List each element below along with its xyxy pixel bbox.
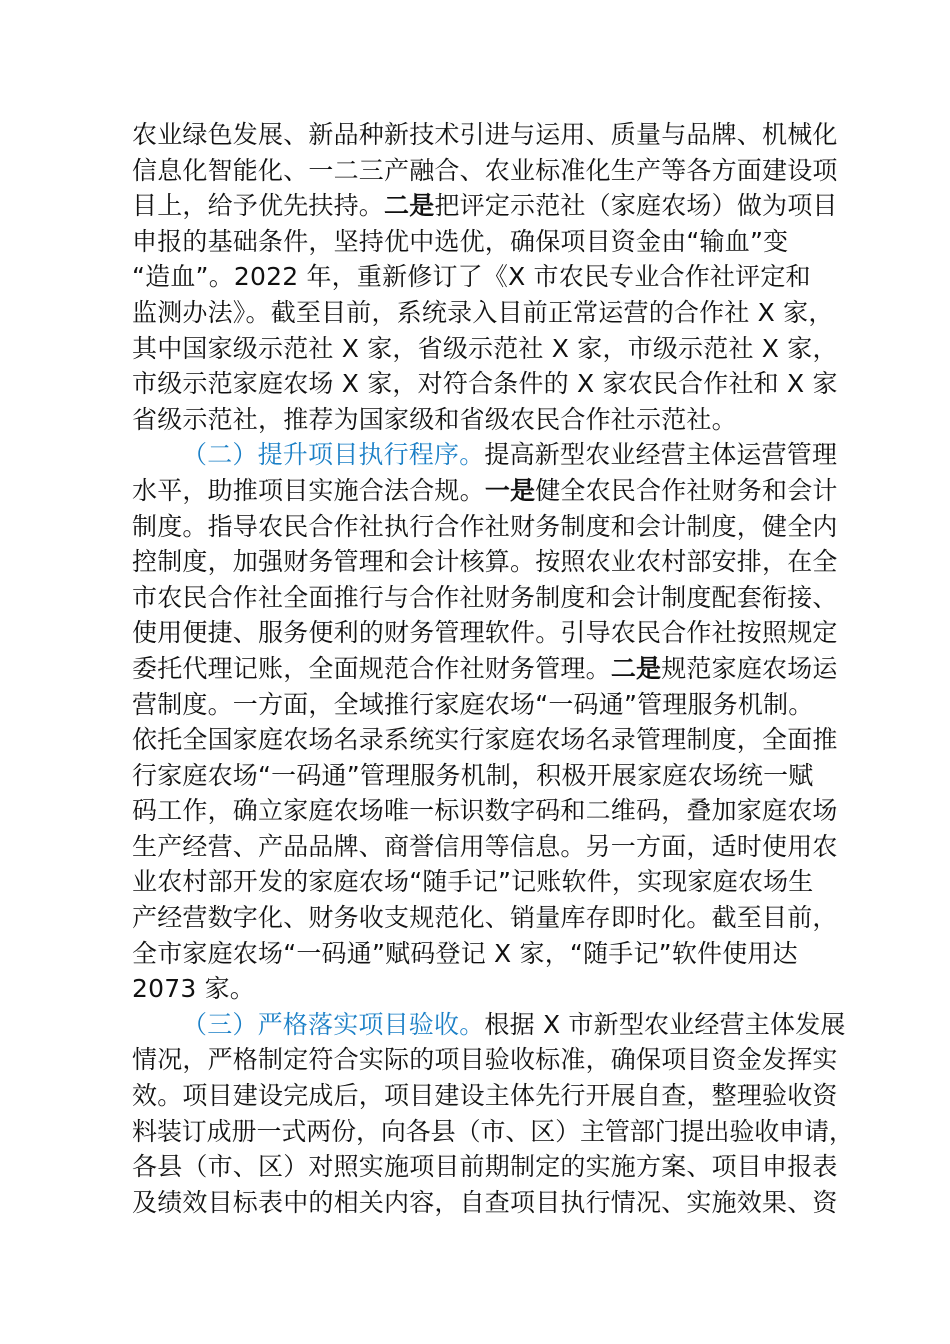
text-line xyxy=(132,936,852,972)
text-run: 水平，助推项目实施合法合规。 xyxy=(132,475,485,505)
text-run: 根据 X 市新型农业经营主体发展 xyxy=(484,1009,846,1039)
text-line xyxy=(132,687,852,723)
text-line xyxy=(132,829,852,865)
text-run: 农业绿色发展、新品种新技术引进与运用、质量与品牌、机械化 xyxy=(132,120,838,149)
text-run: 控制度，加强财务管理和会计核算。按照农业农村部安排，在全 xyxy=(132,547,838,577)
text-run: “造血”。2022 年，重新修订了《X 市农民专业合作社评定和 xyxy=(132,262,811,292)
text-line xyxy=(132,1078,852,1114)
text-line xyxy=(132,473,852,509)
text-line xyxy=(132,188,852,224)
text-run: 制度。指导农民合作社执行合作社财务制度和会计制度，健全内 xyxy=(132,511,838,541)
text-line xyxy=(132,1149,852,1185)
text-line xyxy=(132,1114,852,1150)
text-run: 使用便捷、服务便利的财务管理软件。引导农民合作社按照规定 xyxy=(132,618,838,648)
text-line xyxy=(132,259,852,295)
text-run: 效。项目建设完成后，项目建设主体先行开展自查，整理验收资 xyxy=(132,1081,838,1111)
text-run: 全市家庭农场“一码通”赋码登记 X 家，“随手记”软件使用达 xyxy=(132,938,798,968)
text-line xyxy=(132,295,852,331)
text-run: 依托全国家庭农场名录系统实行家庭农场名录管理制度，全面推 xyxy=(132,725,838,755)
text-line xyxy=(132,224,852,260)
text-run: 目上，给予优先扶持。 xyxy=(132,191,385,221)
text-line xyxy=(132,437,852,473)
text-line xyxy=(132,722,852,758)
text-run: 营制度。一方面，全域推行家庭农场“一码通”管理服务机制。 xyxy=(132,689,814,719)
text-run: 业农村部开发的家庭农场“随手记”记账软件，实现家庭农场生 xyxy=(132,867,814,897)
text-run: 其中国家级示范社 X 家，省级示范社 X 家，市级示范社 X 家， xyxy=(132,333,838,363)
text-run: 情况，严格制定符合实际的项目验收标准，确保项目资金发挥实 xyxy=(132,1045,838,1075)
text-line xyxy=(132,971,852,1007)
text-run: 料装订成册一式两份，向各县（市、区）主管部门提出验收申请， xyxy=(132,1116,854,1146)
text-run: 行家庭农场“一码通”管理服务机制，积极开展家庭农场统一赋 xyxy=(132,760,814,790)
text-line xyxy=(132,402,852,438)
text-line xyxy=(132,1185,852,1221)
text-run: 产经营数字化、财务收支规范化、销量库存即时化。截至目前， xyxy=(132,903,838,933)
text-run: 监测办法》。截至目前，系统录入目前正常运营的合作社 X 家， xyxy=(132,297,834,327)
text-run: 规范家庭农场运 xyxy=(661,653,838,683)
text-line xyxy=(132,793,852,829)
text-line xyxy=(132,331,852,367)
text-line xyxy=(132,153,852,189)
paragraph-p3 xyxy=(132,1007,852,1221)
text-line xyxy=(132,900,852,936)
text-run: 生产经营、产品品牌、商誉信用等信息。另一方面，适时使用农 xyxy=(132,831,838,861)
text-line xyxy=(132,1007,852,1043)
text-run: 健全农民合作社财务和会计 xyxy=(535,475,838,505)
text-line xyxy=(132,580,852,616)
text-line xyxy=(132,651,852,687)
text-run: 2073 家。 xyxy=(132,974,255,1004)
text-run: 信息化智能化、一二三产融合、农业标准化生产等各方面建设项 xyxy=(132,155,838,185)
text-run: 及绩效目标表中的相关内容，自查项目执行情况、实施效果、资 xyxy=(132,1187,838,1217)
text-line xyxy=(132,366,852,402)
bold-marker: 二是 xyxy=(384,191,435,221)
text-run: 提高新型农业经营主体运营管理 xyxy=(484,440,838,470)
bold-marker: 二是 xyxy=(610,653,662,683)
text-run: 码工作，确立家庭农场唯一标识数字码和二维码，叠加家庭农场 xyxy=(132,796,838,826)
text-run: 省级示范社，推荐为国家级和省级农民合作社示范社。 xyxy=(132,404,737,434)
text-run: 把评定示范社（家庭农场）做为项目 xyxy=(434,191,838,221)
text-line xyxy=(132,1042,852,1078)
text-line xyxy=(132,117,852,153)
text-line xyxy=(132,615,852,651)
document-body xyxy=(132,117,852,1220)
text-run: 委托代理记账，全面规范合作社财务管理。 xyxy=(132,653,611,683)
paragraph-p2 xyxy=(132,437,852,1007)
text-line xyxy=(132,544,852,580)
paragraph-p1 xyxy=(132,117,852,437)
section-heading: （三）严格落实项目验收。 xyxy=(182,1009,485,1039)
bold-marker: 一是 xyxy=(484,475,536,505)
text-run: 市农民合作社全面推行与合作社财务制度和会计制度配套衔接、 xyxy=(132,582,838,612)
text-line xyxy=(132,758,852,794)
section-heading: （二）提升项目执行程序。 xyxy=(182,440,485,470)
text-run: 各县（市、区）对照实施项目前期制定的实施方案、项目申报表 xyxy=(132,1152,838,1182)
text-line xyxy=(132,864,852,900)
text-line xyxy=(132,509,852,545)
text-run: 市级示范家庭农场 X 家，对符合条件的 X 家农民合作社和 X 家 xyxy=(132,369,838,399)
text-run: 申报的基础条件，坚持优中选优，确保项目资金由“输血”变 xyxy=(132,226,789,256)
